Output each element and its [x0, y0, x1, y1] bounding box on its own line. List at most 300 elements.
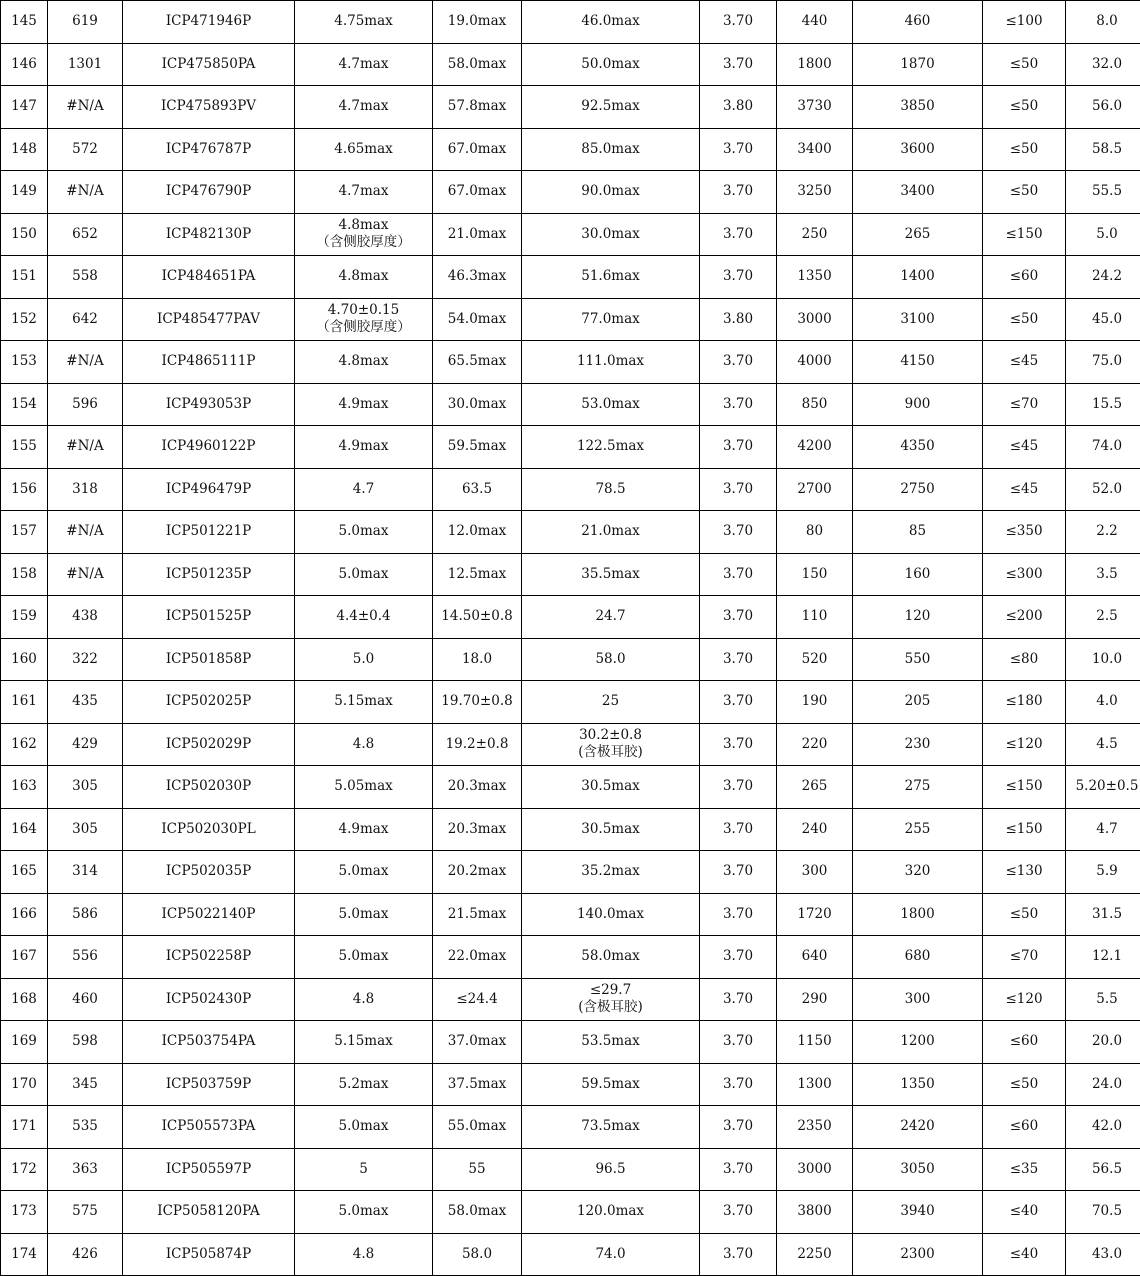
thickness-cell: 4.8: [295, 978, 433, 1021]
weight-cell: 74.0: [1066, 426, 1140, 469]
length-cell: 59.5max: [522, 1063, 700, 1106]
min-capacity-cell: 2350: [777, 1106, 853, 1149]
length-cell: 30.5max: [522, 808, 700, 851]
thickness-cell: 4.9max: [295, 426, 433, 469]
model-cell: ICP502030PL: [123, 808, 295, 851]
voltage-cell: 3.70: [700, 43, 777, 86]
table-row: [1, 553, 1140, 596]
min-capacity-cell: 265: [777, 766, 853, 809]
typical-capacity-cell: 3400: [853, 171, 983, 214]
voltage-cell: 3.70: [700, 681, 777, 724]
width-cell: 55: [433, 1148, 522, 1191]
code-cell: #N/A: [48, 511, 123, 554]
code-cell: #N/A: [48, 553, 123, 596]
table-row: [1, 723, 1140, 766]
weight-cell: 8.0: [1066, 1, 1140, 44]
thickness-cell: 4.4±0.4: [295, 596, 433, 639]
min-capacity-cell: 110: [777, 596, 853, 639]
model-cell: ICP505874P: [123, 1233, 295, 1276]
table-row: [1, 638, 1140, 681]
code-cell: 598: [48, 1021, 123, 1064]
table-row: [1, 893, 1140, 936]
width-cell: 20.3max: [433, 808, 522, 851]
row-number-cell: 152: [1, 298, 48, 341]
voltage-cell: 3.70: [700, 1191, 777, 1234]
typical-capacity-cell: 255: [853, 808, 983, 851]
typical-capacity-cell: 265: [853, 213, 983, 256]
min-capacity-cell: 3000: [777, 298, 853, 341]
weight-cell: 58.5: [1066, 128, 1140, 171]
table-row: [1, 596, 1140, 639]
min-capacity-cell: 3000: [777, 1148, 853, 1191]
code-cell: 435: [48, 681, 123, 724]
code-cell: 322: [48, 638, 123, 681]
table-row: [1, 978, 1140, 1021]
min-capacity-cell: 440: [777, 1, 853, 44]
typical-capacity-cell: 1870: [853, 43, 983, 86]
length-cell: 58.0max: [522, 936, 700, 979]
row-number-cell: 146: [1, 43, 48, 86]
length-cell: 53.5max: [522, 1021, 700, 1064]
typical-capacity-cell: 3100: [853, 298, 983, 341]
table-row: [1, 43, 1140, 86]
table-row: [1, 766, 1140, 809]
width-cell: 67.0max: [433, 171, 522, 214]
thickness-cell: 4.8: [295, 723, 433, 766]
typical-capacity-cell: 1350: [853, 1063, 983, 1106]
thickness-cell: 5.0max: [295, 936, 433, 979]
row-number-cell: 172: [1, 1148, 48, 1191]
resistance-cell: ≤50: [983, 893, 1066, 936]
model-cell: ICP476790P: [123, 171, 295, 214]
model-cell: ICP502035P: [123, 851, 295, 894]
min-capacity-cell: 1150: [777, 1021, 853, 1064]
width-cell: 30.0max: [433, 383, 522, 426]
length-cell: 90.0max: [522, 171, 700, 214]
length-cell: 78.5: [522, 468, 700, 511]
min-capacity-cell: 240: [777, 808, 853, 851]
thickness-cell: 4.65max: [295, 128, 433, 171]
code-cell: 596: [48, 383, 123, 426]
code-cell: 314: [48, 851, 123, 894]
typical-capacity-cell: 2300: [853, 1233, 983, 1276]
typical-capacity-cell: 680: [853, 936, 983, 979]
table-row: [1, 1, 1140, 44]
length-cell: 35.5max: [522, 553, 700, 596]
resistance-cell: ≤150: [983, 766, 1066, 809]
typical-capacity-cell: 85: [853, 511, 983, 554]
min-capacity-cell: 4200: [777, 426, 853, 469]
weight-cell: 24.2: [1066, 256, 1140, 299]
model-cell: ICP493053P: [123, 383, 295, 426]
row-number-cell: 160: [1, 638, 48, 681]
row-number-cell: 148: [1, 128, 48, 171]
voltage-cell: 3.70: [700, 851, 777, 894]
code-cell: #N/A: [48, 341, 123, 384]
resistance-cell: ≤200: [983, 596, 1066, 639]
row-number-cell: 157: [1, 511, 48, 554]
code-cell: 305: [48, 808, 123, 851]
model-cell: ICP484651PA: [123, 256, 295, 299]
model-cell: ICP482130P: [123, 213, 295, 256]
row-number-cell: 171: [1, 1106, 48, 1149]
thickness-cell: 4.8: [295, 1233, 433, 1276]
width-cell: 67.0max: [433, 128, 522, 171]
resistance-cell: ≤100: [983, 1, 1066, 44]
weight-cell: 4.5: [1066, 723, 1140, 766]
resistance-cell: ≤50: [983, 298, 1066, 341]
weight-cell: 5.20±0.5: [1066, 766, 1140, 809]
table-row: [1, 86, 1140, 129]
voltage-cell: 3.70: [700, 341, 777, 384]
min-capacity-cell: 520: [777, 638, 853, 681]
width-cell: 22.0max: [433, 936, 522, 979]
code-cell: 438: [48, 596, 123, 639]
width-cell: 19.70±0.8: [433, 681, 522, 724]
width-cell: 12.0max: [433, 511, 522, 554]
thickness-cell: 4.9max: [295, 808, 433, 851]
row-number-cell: 169: [1, 1021, 48, 1064]
resistance-cell: ≤300: [983, 553, 1066, 596]
row-number-cell: 164: [1, 808, 48, 851]
length-cell: 46.0max: [522, 1, 700, 44]
min-capacity-cell: 1350: [777, 256, 853, 299]
table-row: [1, 511, 1140, 554]
voltage-cell: 3.80: [700, 86, 777, 129]
weight-cell: 2.5: [1066, 596, 1140, 639]
model-cell: ICP475850PA: [123, 43, 295, 86]
code-cell: 429: [48, 723, 123, 766]
min-capacity-cell: 2700: [777, 468, 853, 511]
model-cell: ICP4865111P: [123, 341, 295, 384]
weight-cell: 43.0: [1066, 1233, 1140, 1276]
code-cell: 460: [48, 978, 123, 1021]
row-number-cell: 158: [1, 553, 48, 596]
typical-capacity-cell: 1200: [853, 1021, 983, 1064]
thickness-cell: 4.7max: [295, 86, 433, 129]
length-cell: 25: [522, 681, 700, 724]
row-number-cell: 159: [1, 596, 48, 639]
resistance-cell: ≤60: [983, 256, 1066, 299]
row-number-cell: 162: [1, 723, 48, 766]
resistance-cell: ≤70: [983, 383, 1066, 426]
length-cell: 96.5: [522, 1148, 700, 1191]
typical-capacity-cell: 320: [853, 851, 983, 894]
thickness-cell: 5.2max: [295, 1063, 433, 1106]
row-number-cell: 151: [1, 256, 48, 299]
min-capacity-cell: 150: [777, 553, 853, 596]
length-cell: ≤29.7 (含极耳胶): [522, 978, 700, 1021]
row-number-cell: 156: [1, 468, 48, 511]
voltage-cell: 3.70: [700, 936, 777, 979]
weight-cell: 3.5: [1066, 553, 1140, 596]
code-cell: 1301: [48, 43, 123, 86]
table-row: [1, 1106, 1140, 1149]
thickness-cell: 5.0max: [295, 553, 433, 596]
row-number-cell: 153: [1, 341, 48, 384]
model-cell: ICP502430P: [123, 978, 295, 1021]
thickness-cell: 4.9max: [295, 383, 433, 426]
width-cell: 57.8max: [433, 86, 522, 129]
row-number-cell: 167: [1, 936, 48, 979]
length-cell: 24.7: [522, 596, 700, 639]
code-cell: 586: [48, 893, 123, 936]
typical-capacity-cell: 4150: [853, 341, 983, 384]
voltage-cell: 3.70: [700, 893, 777, 936]
min-capacity-cell: 2250: [777, 1233, 853, 1276]
width-cell: 59.5max: [433, 426, 522, 469]
length-cell: 53.0max: [522, 383, 700, 426]
code-cell: 363: [48, 1148, 123, 1191]
min-capacity-cell: 1800: [777, 43, 853, 86]
model-cell: ICP475893PV: [123, 86, 295, 129]
row-number-cell: 168: [1, 978, 48, 1021]
resistance-cell: ≤35: [983, 1148, 1066, 1191]
length-cell: 21.0max: [522, 511, 700, 554]
row-number-cell: 173: [1, 1191, 48, 1234]
table-row: [1, 298, 1140, 341]
voltage-cell: 3.70: [700, 1063, 777, 1106]
code-cell: #N/A: [48, 171, 123, 214]
weight-cell: 24.0: [1066, 1063, 1140, 1106]
min-capacity-cell: 250: [777, 213, 853, 256]
weight-cell: 45.0: [1066, 298, 1140, 341]
min-capacity-cell: 190: [777, 681, 853, 724]
resistance-cell: ≤130: [983, 851, 1066, 894]
code-cell: 556: [48, 936, 123, 979]
model-cell: ICP5022140P: [123, 893, 295, 936]
length-cell: 85.0max: [522, 128, 700, 171]
width-cell: 63.5: [433, 468, 522, 511]
table-row: [1, 341, 1140, 384]
table-row: [1, 936, 1140, 979]
voltage-cell: 3.70: [700, 638, 777, 681]
width-cell: 21.5max: [433, 893, 522, 936]
voltage-cell: 3.70: [700, 383, 777, 426]
thickness-cell: 5.0: [295, 638, 433, 681]
resistance-cell: ≤80: [983, 638, 1066, 681]
row-number-cell: 174: [1, 1233, 48, 1276]
width-cell: 12.5max: [433, 553, 522, 596]
model-cell: ICP485477PAV: [123, 298, 295, 341]
resistance-cell: ≤120: [983, 723, 1066, 766]
voltage-cell: 3.70: [700, 723, 777, 766]
thickness-cell: 5: [295, 1148, 433, 1191]
width-cell: 65.5max: [433, 341, 522, 384]
row-number-cell: 145: [1, 1, 48, 44]
typical-capacity-cell: 275: [853, 766, 983, 809]
model-cell: ICP471946P: [123, 1, 295, 44]
thickness-cell: 5.0max: [295, 511, 433, 554]
voltage-cell: 3.70: [700, 808, 777, 851]
voltage-cell: 3.70: [700, 1233, 777, 1276]
weight-cell: 56.5: [1066, 1148, 1140, 1191]
thickness-cell: 4.8max: [295, 256, 433, 299]
resistance-cell: ≤40: [983, 1191, 1066, 1234]
width-cell: 20.3max: [433, 766, 522, 809]
width-cell: 21.0max: [433, 213, 522, 256]
table-row: [1, 1021, 1140, 1064]
thickness-cell: 4.70±0.15 （含侧胶厚度）: [295, 298, 433, 341]
resistance-cell: ≤45: [983, 468, 1066, 511]
thickness-cell: 5.15max: [295, 681, 433, 724]
row-number-cell: 154: [1, 383, 48, 426]
table-row: [1, 383, 1140, 426]
length-cell: 30.5max: [522, 766, 700, 809]
thickness-cell: 4.8max （含侧胶厚度）: [295, 213, 433, 256]
table-row: [1, 1191, 1140, 1234]
table-row: [1, 128, 1140, 171]
typical-capacity-cell: 3600: [853, 128, 983, 171]
typical-capacity-cell: 550: [853, 638, 983, 681]
table-row: [1, 468, 1140, 511]
weight-cell: 70.5: [1066, 1191, 1140, 1234]
code-cell: 558: [48, 256, 123, 299]
length-cell: 74.0: [522, 1233, 700, 1276]
voltage-cell: 3.70: [700, 511, 777, 554]
table-row: [1, 851, 1140, 894]
typical-capacity-cell: 300: [853, 978, 983, 1021]
min-capacity-cell: 300: [777, 851, 853, 894]
voltage-cell: 3.70: [700, 766, 777, 809]
voltage-cell: 3.70: [700, 1021, 777, 1064]
width-cell: 55.0max: [433, 1106, 522, 1149]
table-body: [1, 1, 1140, 1276]
min-capacity-cell: 80: [777, 511, 853, 554]
weight-cell: 5.9: [1066, 851, 1140, 894]
length-cell: 111.0max: [522, 341, 700, 384]
table-row: [1, 681, 1140, 724]
row-number-cell: 155: [1, 426, 48, 469]
model-cell: ICP5058120PA: [123, 1191, 295, 1234]
typical-capacity-cell: 230: [853, 723, 983, 766]
weight-cell: 2.2: [1066, 511, 1140, 554]
thickness-cell: 4.75max: [295, 1, 433, 44]
model-cell: ICP502029P: [123, 723, 295, 766]
min-capacity-cell: 850: [777, 383, 853, 426]
code-cell: 318: [48, 468, 123, 511]
width-cell: 58.0max: [433, 43, 522, 86]
code-cell: 572: [48, 128, 123, 171]
weight-cell: 32.0: [1066, 43, 1140, 86]
resistance-cell: ≤150: [983, 213, 1066, 256]
voltage-cell: 3.70: [700, 596, 777, 639]
length-cell: 122.5max: [522, 426, 700, 469]
typical-capacity-cell: 205: [853, 681, 983, 724]
table-row: [1, 171, 1140, 214]
row-number-cell: 165: [1, 851, 48, 894]
thickness-cell: 4.7: [295, 468, 433, 511]
typical-capacity-cell: 2420: [853, 1106, 983, 1149]
weight-cell: 5.0: [1066, 213, 1140, 256]
width-cell: 14.50±0.8: [433, 596, 522, 639]
resistance-cell: ≤60: [983, 1106, 1066, 1149]
model-cell: ICP501235P: [123, 553, 295, 596]
voltage-cell: 3.70: [700, 128, 777, 171]
voltage-cell: 3.70: [700, 1, 777, 44]
min-capacity-cell: 1720: [777, 893, 853, 936]
typical-capacity-cell: 460: [853, 1, 983, 44]
model-cell: ICP501858P: [123, 638, 295, 681]
resistance-cell: ≤50: [983, 86, 1066, 129]
width-cell: 54.0max: [433, 298, 522, 341]
length-cell: 73.5max: [522, 1106, 700, 1149]
resistance-cell: ≤40: [983, 1233, 1066, 1276]
weight-cell: 31.5: [1066, 893, 1140, 936]
model-cell: ICP501221P: [123, 511, 295, 554]
weight-cell: 10.0: [1066, 638, 1140, 681]
model-cell: ICP501525P: [123, 596, 295, 639]
typical-capacity-cell: 3940: [853, 1191, 983, 1234]
row-number-cell: 166: [1, 893, 48, 936]
typical-capacity-cell: 160: [853, 553, 983, 596]
weight-cell: 75.0: [1066, 341, 1140, 384]
typical-capacity-cell: 4350: [853, 426, 983, 469]
length-cell: 58.0: [522, 638, 700, 681]
typical-capacity-cell: 3050: [853, 1148, 983, 1191]
row-number-cell: 163: [1, 766, 48, 809]
width-cell: 46.3max: [433, 256, 522, 299]
thickness-cell: 5.0max: [295, 1106, 433, 1149]
weight-cell: 55.5: [1066, 171, 1140, 214]
voltage-cell: 3.70: [700, 171, 777, 214]
length-cell: 30.0max: [522, 213, 700, 256]
length-cell: 92.5max: [522, 86, 700, 129]
code-cell: 305: [48, 766, 123, 809]
thickness-cell: 4.8max: [295, 341, 433, 384]
model-cell: ICP496479P: [123, 468, 295, 511]
weight-cell: 4.0: [1066, 681, 1140, 724]
min-capacity-cell: 1300: [777, 1063, 853, 1106]
table-row: [1, 426, 1140, 469]
table-row: [1, 1233, 1140, 1276]
model-cell: ICP503759P: [123, 1063, 295, 1106]
min-capacity-cell: 220: [777, 723, 853, 766]
resistance-cell: ≤50: [983, 43, 1066, 86]
length-cell: 120.0max: [522, 1191, 700, 1234]
width-cell: 58.0: [433, 1233, 522, 1276]
width-cell: 37.0max: [433, 1021, 522, 1064]
code-cell: 652: [48, 213, 123, 256]
thickness-cell: 5.0max: [295, 1191, 433, 1234]
model-cell: ICP4960122P: [123, 426, 295, 469]
code-cell: 345: [48, 1063, 123, 1106]
min-capacity-cell: 640: [777, 936, 853, 979]
code-cell: 535: [48, 1106, 123, 1149]
thickness-cell: 5.0max: [295, 851, 433, 894]
resistance-cell: ≤350: [983, 511, 1066, 554]
resistance-cell: ≤60: [983, 1021, 1066, 1064]
row-number-cell: 161: [1, 681, 48, 724]
voltage-cell: 3.70: [700, 213, 777, 256]
width-cell: 20.2max: [433, 851, 522, 894]
min-capacity-cell: 4000: [777, 341, 853, 384]
row-number-cell: 150: [1, 213, 48, 256]
model-cell: ICP502030P: [123, 766, 295, 809]
min-capacity-cell: 3730: [777, 86, 853, 129]
voltage-cell: 3.70: [700, 256, 777, 299]
thickness-cell: 5.05max: [295, 766, 433, 809]
width-cell: 19.0max: [433, 1, 522, 44]
length-cell: 140.0max: [522, 893, 700, 936]
thickness-cell: 4.7max: [295, 43, 433, 86]
resistance-cell: ≤70: [983, 936, 1066, 979]
model-cell: ICP502258P: [123, 936, 295, 979]
resistance-cell: ≤150: [983, 808, 1066, 851]
length-cell: 51.6max: [522, 256, 700, 299]
code-cell: 619: [48, 1, 123, 44]
voltage-cell: 3.70: [700, 1148, 777, 1191]
